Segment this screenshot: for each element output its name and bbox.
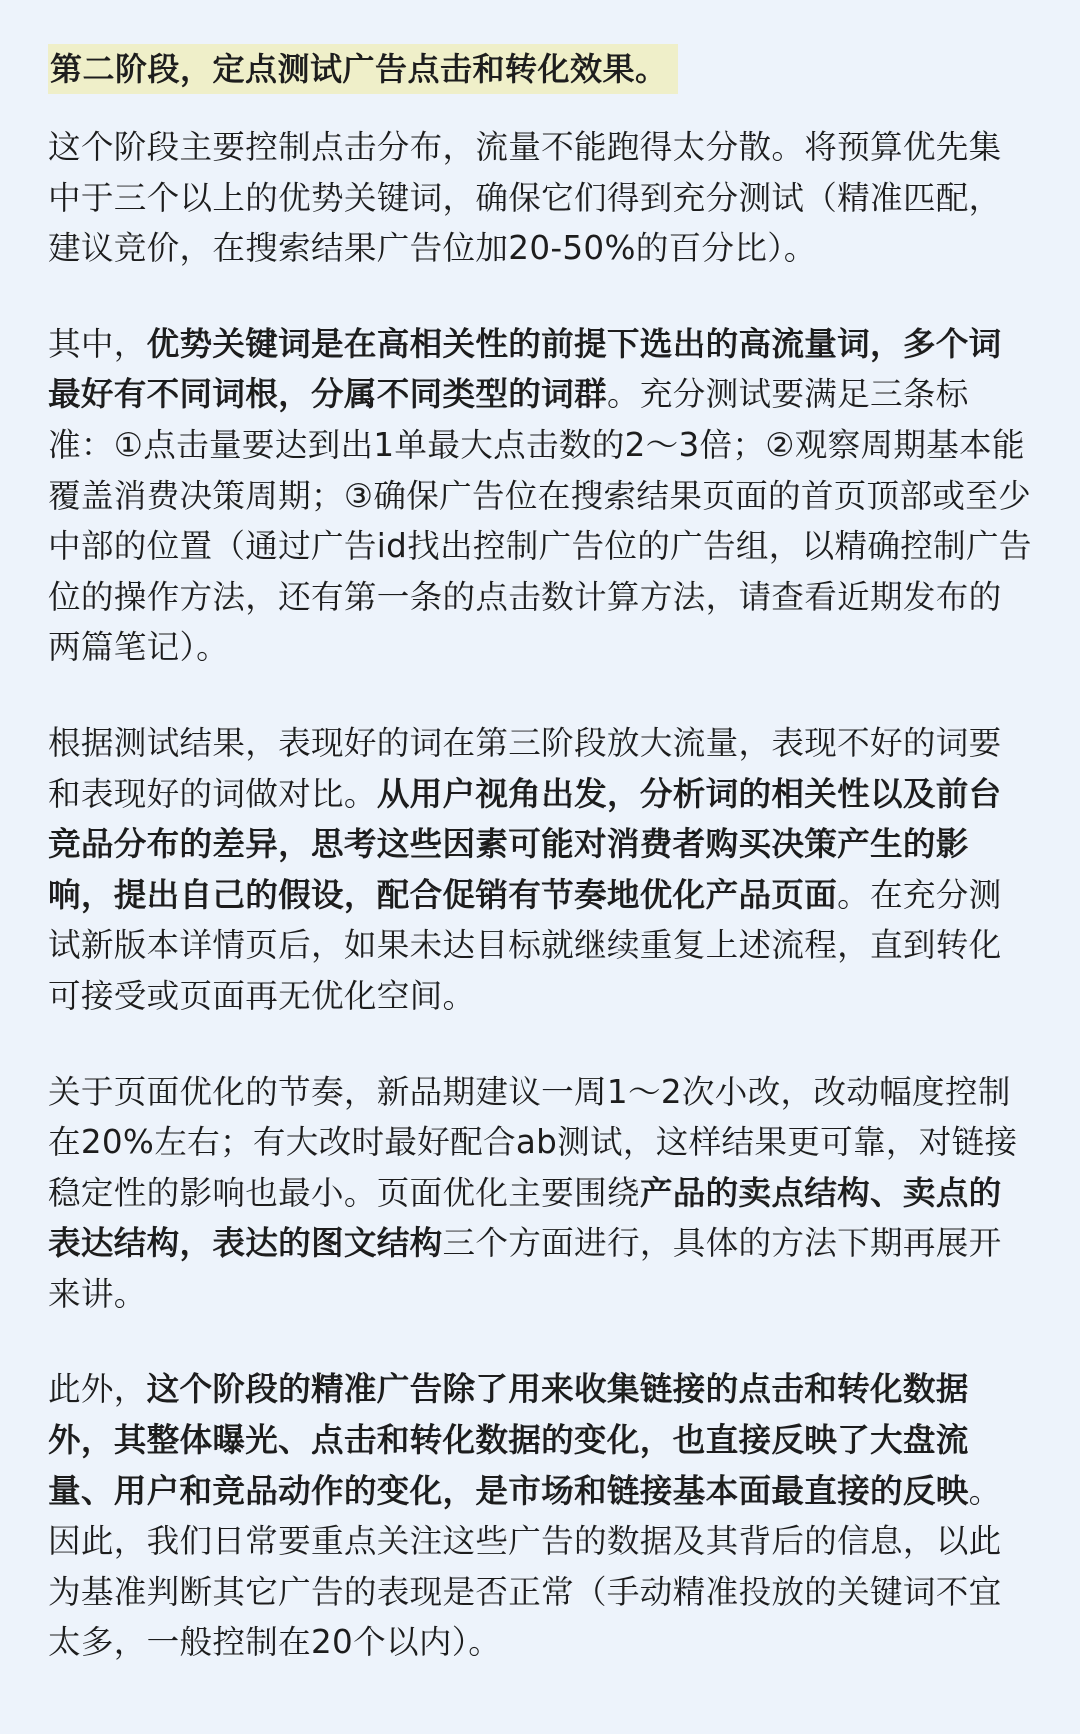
emphasis-text: 产品的卖点结构、卖点的表达结构，表达的图文结构: [48, 1173, 1002, 1263]
paragraph-text: 关于页面优化的节奏，新品期建议一周1～2次小改，改动幅度控制在20%左右；有大改时最好配合ab测试，这样结果更可靠，对链接稳定性的影响也最小。页面优化主要围绕: [48, 1072, 1018, 1212]
section-heading: 第二阶段，定点测试广告点击和转化效果。: [48, 44, 678, 94]
paragraph-text: 根据测试结果，表现好的词在第三阶段放大流量，表现不好的词要和表现好的词做对比。: [48, 723, 1002, 813]
paragraph-3: [48, 718, 1032, 1022]
paragraph-text: 。充分测试要满足三条标准：①点击量要达到出1单最大点击数的2～3倍；②观察周期基本能覆盖消费决策周期；③确保广告位在搜索结果页面的首页顶部或至少中部的位置（通过广告id找出控制广告位的广告组，以精确控制广告位的操作方法，还有第一条的点击数计算方法，请查看近期发布的两篇笔记）。: [48, 375, 1032, 667]
paragraph-text: 。在充分测试新版本详情页后，如果未达目标就继续重复上述流程，直到转化可接受或页面再无优化空间。: [48, 875, 1002, 1015]
paragraph-text: 此外，: [48, 1370, 147, 1409]
emphasis-text: 从用户视角出发，分析词的相关性以及前台竞品分布的差异，思考这些因素可能对消费者购买决策产生的影响，提出自己的假设，配合促销有节奏地优化产品页面: [48, 774, 1002, 914]
paragraph-4: [48, 1067, 1032, 1320]
paragraph-5: [48, 1364, 1032, 1668]
emphasis-text: 这个阶段的精准广告除了用来收集链接的点击和转化数据外，其整体曝光、点击和转化数据的变化，也直接反映了大盘流量、用户和竞品动作的变化，是市场和链接基本面最直接的反映: [48, 1370, 969, 1510]
paragraph-text: 这个阶段主要控制点击分布，流量不能跑得太分散。将预算优先集中于三个以上的优势关键词，确保它们得到充分测试（精准匹配，建议竞价，在搜索结果广告位加20-50%的百分比）。: [48, 128, 1002, 268]
paragraph-2: [48, 319, 1032, 673]
paragraph-text: 其中，: [48, 324, 147, 363]
paragraph-text: 三个方面进行，具体的方法下期再展开来讲。: [48, 1224, 1002, 1313]
paragraph-text: 。因此，我们日常要重点关注这些广告的数据及其背后的信息，以此为基准判断其它广告的表现是否正常（手动精准投放的关键词不宜太多，一般控制在20个以内）。: [48, 1471, 1002, 1662]
paragraph-1: [48, 122, 1032, 274]
emphasis-text: 优势关键词是在高相关性的前提下选出的高流量词，多个词最好有不同词根，分属不同类型的词群: [48, 324, 1002, 414]
